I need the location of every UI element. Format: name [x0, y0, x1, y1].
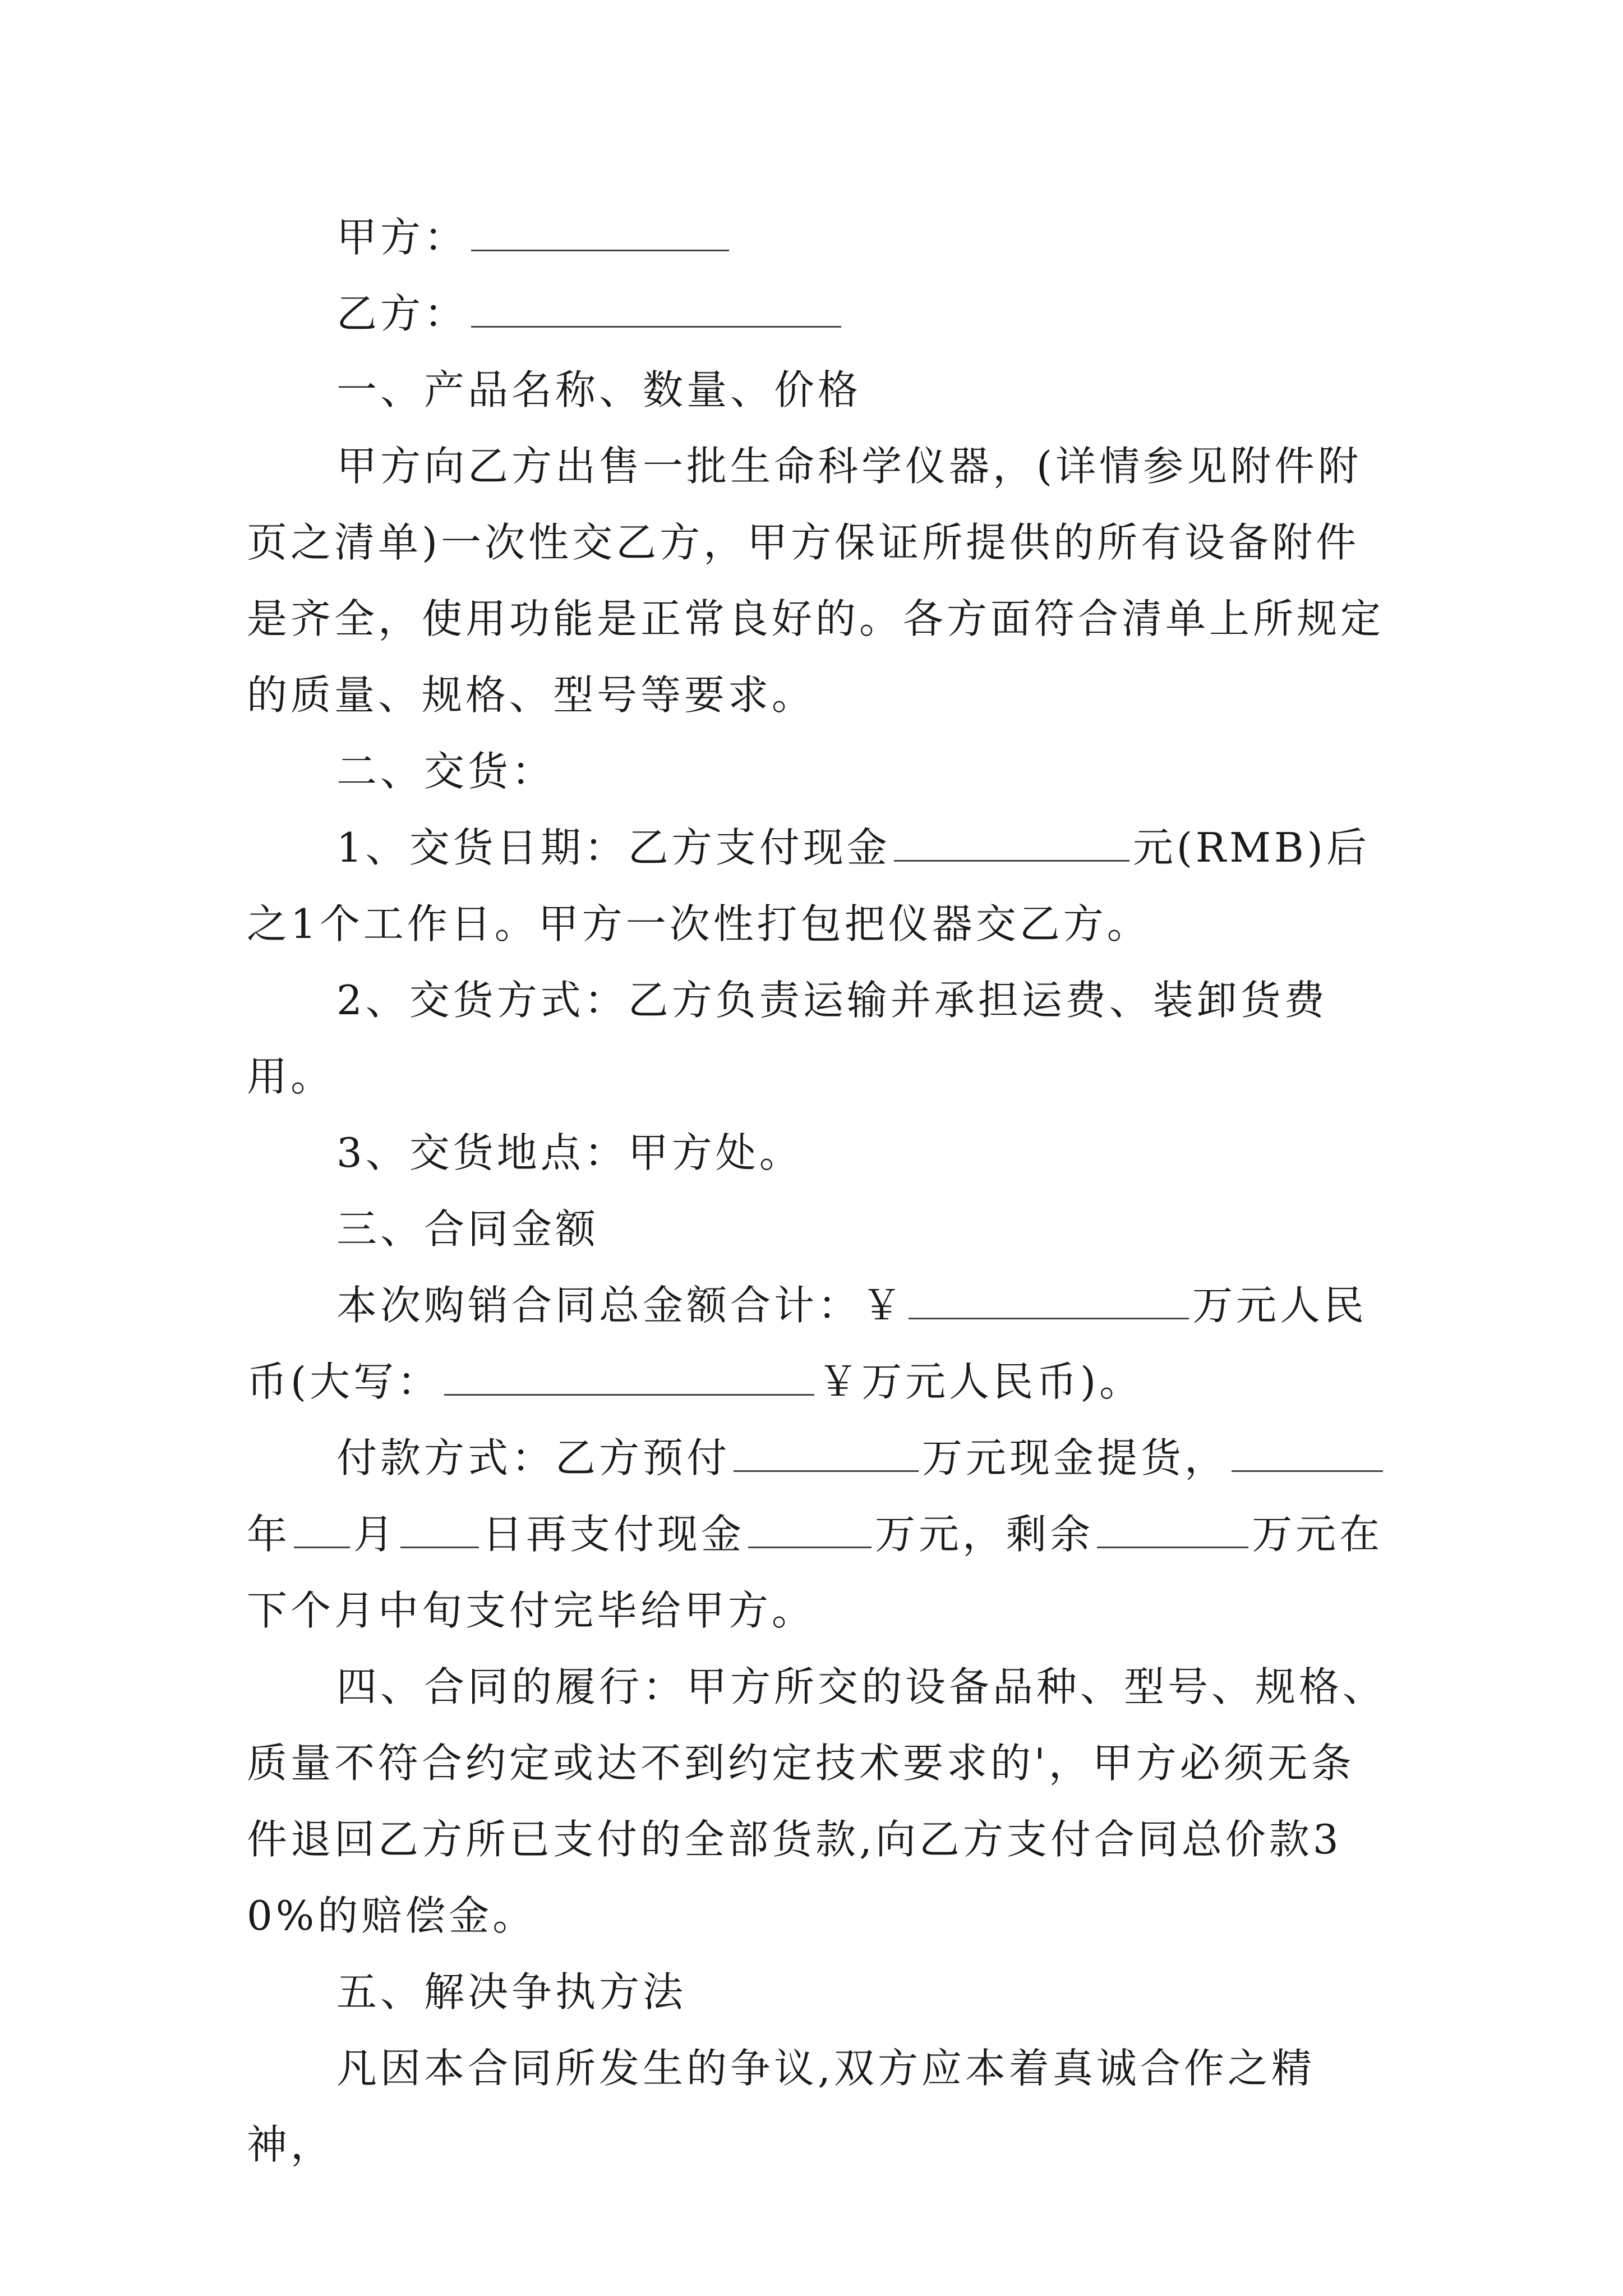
section-3-amount — [247, 1267, 1391, 1420]
section-2-title: 二、交货： — [336, 748, 556, 795]
section-2-item-1 — [247, 809, 1391, 962]
remaining-blank[interactable] — [1097, 1502, 1248, 1548]
cash-amount-blank[interactable] — [894, 815, 1129, 862]
month-blank[interactable] — [294, 1502, 350, 1548]
payment-text-year: 年 — [247, 1511, 291, 1558]
party-a-label: 甲方： — [336, 214, 468, 261]
section-2-item-2: 2、交货方式：乙方负责运输并承担运费、装卸货费用。 — [247, 977, 1328, 1100]
payment-text-remaining: 万元，剩余 — [875, 1511, 1094, 1558]
section-5-body: 凡因本合同所发生的争议,双方应本着真诚合作之精神， — [247, 2045, 1315, 2168]
section-4-body: 四、合同的履行：甲方所交的设备品种、型号、规格、质量不符合约定或达不到约定技术要求的'，甲方必须无条件退回乙方所已支付的全部货款,向乙方支付合同总价款30%的赔偿金。 — [247, 1663, 1387, 1939]
amount-in-words-blank[interactable] — [444, 1349, 814, 1396]
section-2-item-3: 3、交货地点：甲方处。 — [336, 1129, 803, 1176]
total-amount-blank[interactable] — [909, 1273, 1189, 1319]
day-blank[interactable] — [400, 1502, 479, 1548]
second-payment-blank[interactable] — [748, 1502, 872, 1548]
party-a-blank[interactable] — [471, 205, 729, 251]
section-5-title: 五、解决争执方法 — [336, 1968, 687, 2016]
section-3-title: 三、合同金额 — [336, 1205, 600, 1253]
payment-text-end: 万元在下个月中旬支付完毕给甲方。 — [247, 1511, 1384, 1634]
payment-text-b: 万元现金提货， — [922, 1434, 1229, 1481]
payment-text-day: 日再支付现金 — [482, 1511, 745, 1558]
prepay-blank[interactable] — [734, 1425, 919, 1472]
delivery-date-text: 1、交货日期：乙方支付现金 — [336, 824, 891, 871]
year-blank[interactable] — [1232, 1425, 1383, 1472]
party-b-line — [247, 275, 1391, 352]
party-b-blank[interactable] — [471, 281, 841, 328]
total-amount-text: 本次购销合同总金额合计：￥ — [336, 1282, 906, 1329]
section-1-title: 一、产品名称、数量、价格 — [336, 366, 862, 413]
section-3-payment — [247, 1420, 1391, 1649]
party-b-label: 乙方： — [336, 290, 468, 337]
total-amount-text-mid: 万元人民币(大写： — [247, 1282, 1368, 1405]
section-1-body: 甲方向乙方出售一批生命科学仪器，(详情参见附件附页之清单)一次性交乙方，甲方保证所提供的所有设备附件是齐全，使用功能是正常良好的。各方面符合清单上所规定的质量、规格、型号等要求。 — [247, 443, 1385, 719]
payment-text-month: 月 — [353, 1511, 398, 1558]
delivery-date-text-rest: 元(RMB)后之1个工作日。甲方一次性打包把仪器交乙方。 — [247, 824, 1370, 947]
payment-text-a: 付款方式：乙方预付 — [336, 1434, 731, 1481]
contract-text — [247, 199, 1391, 2183]
total-amount-text-end: ￥万元人民币)。 — [818, 1358, 1144, 1405]
party-a-line — [247, 199, 1391, 275]
